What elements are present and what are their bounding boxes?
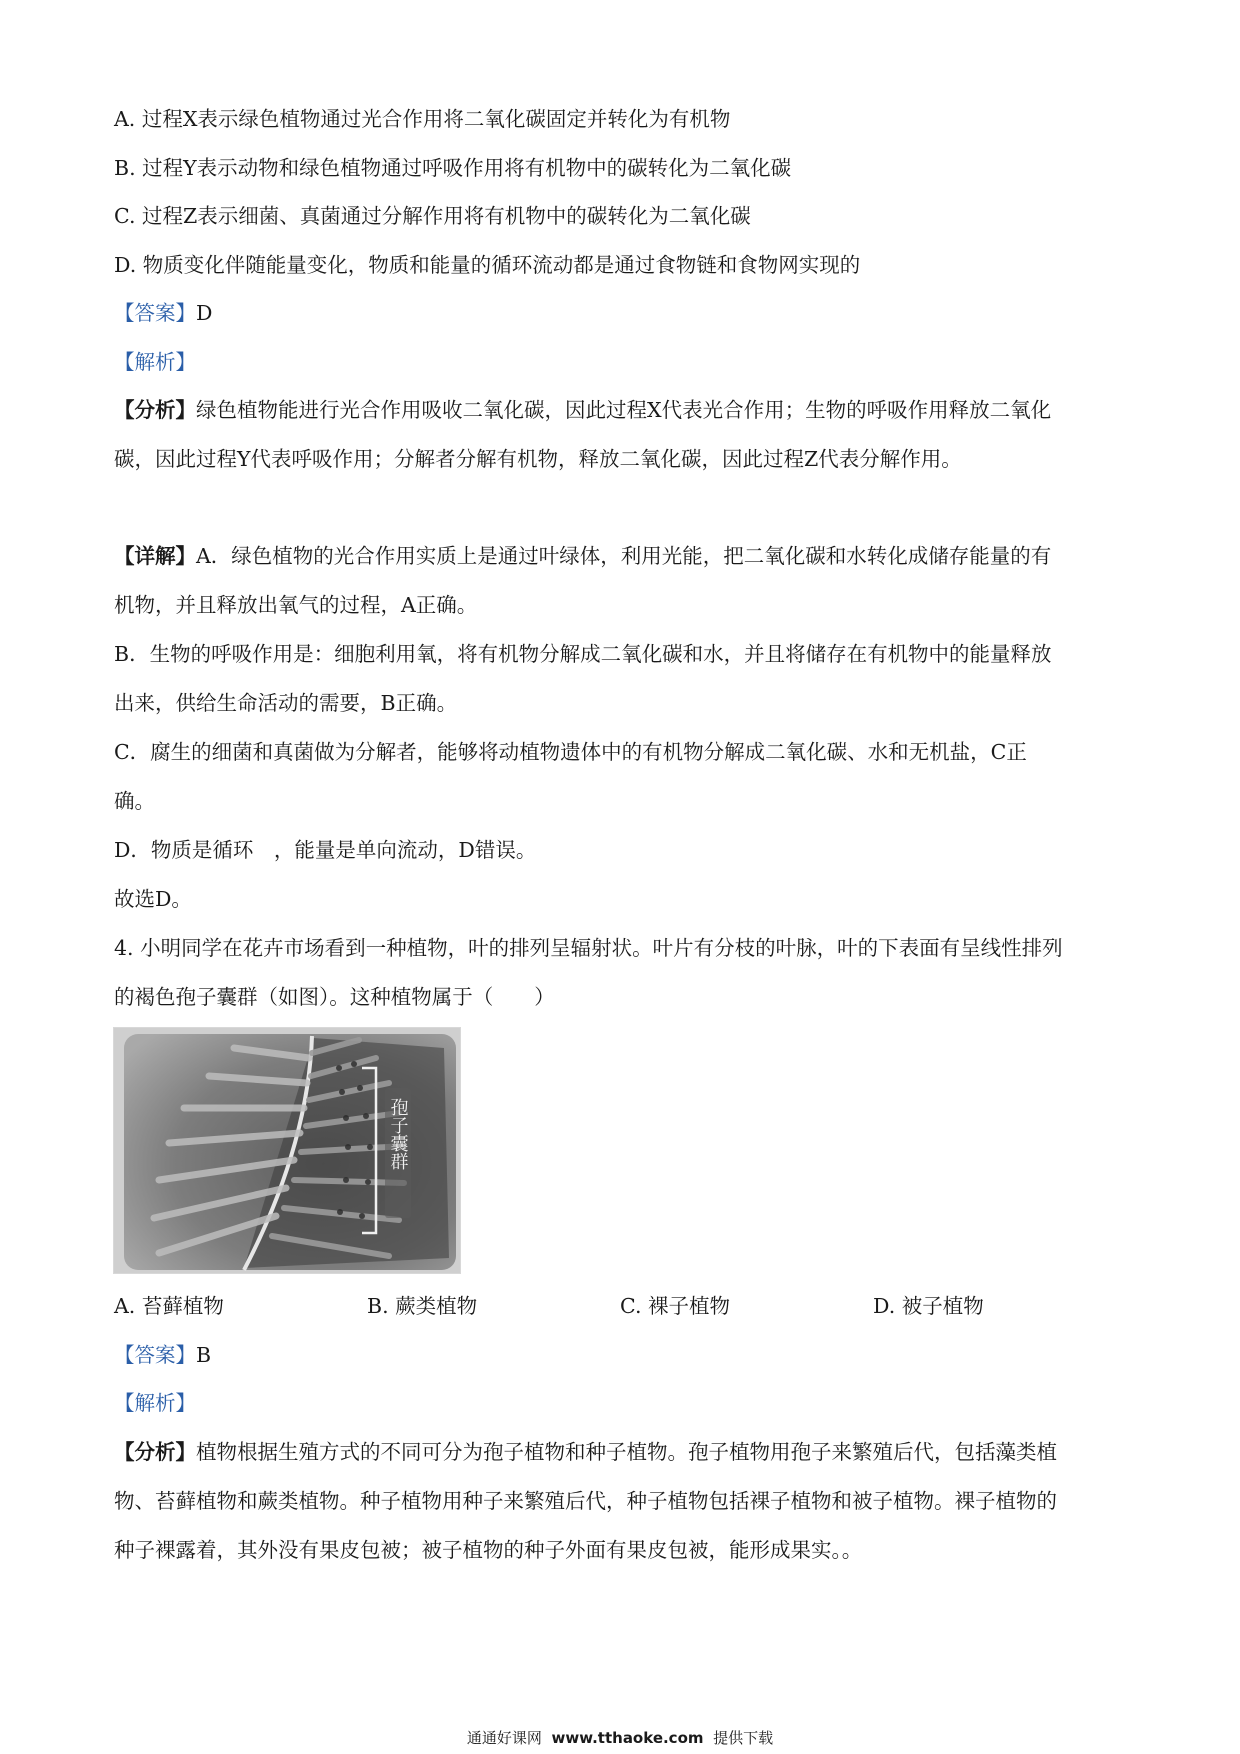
guxuan-line-1: 故选D。 [114, 887, 192, 911]
xiangjie-tag: 【详解】 [114, 544, 196, 568]
answer-value: D [196, 301, 213, 325]
answer-line-2 [114, 1340, 211, 1370]
fenxi-line-2a: 【分析】植物根据生殖方式的不同可分为孢子植物和种子植物。孢子植物用孢子来繁殖后代，包括藻类植 [114, 1440, 1057, 1464]
page-footer [0, 1728, 1240, 1748]
xiangjie-line-c: B．生物的呼吸作用是：细胞利用氧，将有机物分解成二氧化碳和水，并且将储存在有机物中的能量释放 [114, 642, 1052, 666]
analysis-tag-1: 【解析】 [114, 350, 196, 374]
analysis-tag-2: 【解析】 [114, 1391, 196, 1415]
choice-c: C. 裸子植物 [620, 1294, 730, 1318]
footer-prefix: 通通好课网 [466, 1729, 542, 1747]
fenxi-line-2b: 物、苔藓植物和蕨类植物。种子植物用种子来繁殖后代，种子植物包括裸子植物和被子植物。裸子植物的 [114, 1489, 1057, 1513]
sori-label: 孢子囊群 [387, 1098, 409, 1170]
fenxi-line-1a: 【分析】绿色植物能进行光合作用吸收二氧化碳，因此过程X代表光合作用；生物的呼吸作用释放二氧化 [114, 398, 1052, 422]
option-a-text: A. 过程X表示绿色植物通过光合作用将二氧化碳固定并转化为有机物 [114, 107, 731, 131]
fenxi-tag-2: 【分析】 [114, 1440, 196, 1464]
choice-b: B. 蕨类植物 [367, 1294, 478, 1318]
xiangjie-line-d: 出来，供给生命活动的需要，B正确。 [114, 691, 458, 715]
fenxi-line-2c: 种子裸露着，其外没有果皮包被；被子植物的种子外面有果皮包被，能形成果实。。 [114, 1538, 863, 1562]
choice-a: A. 苔藓植物 [114, 1294, 224, 1318]
xiangjie-line-f: 确。 [114, 789, 155, 813]
fenxi-tag: 【分析】 [114, 398, 196, 422]
answer-value-2: B [196, 1343, 212, 1367]
answer-tag: 【答案】 [114, 301, 196, 325]
option-d-text: D. 物质变化伴随能量变化，物质和能量的循环流动都是通过食物链和食物网实现的 [114, 253, 861, 277]
answer-tag-2: 【答案】 [114, 1343, 196, 1367]
xiangjie-line-g: D．物质是循环 ，能量是单向流动，D错误。 [114, 838, 537, 862]
option-c-text: C. 过程Z表示细菌、真菌通过分解作用将有机物中的碳转化为二氧化碳 [114, 204, 751, 228]
fenxi-line-1b: 碳，因此过程Y代表呼吸作用；分解者分解有机物，释放二氧化碳，因此过程Z代表分解作用。 [114, 447, 962, 471]
xiangjie-line-b: 机物，并且释放出氧气的过程，A正确。 [114, 593, 478, 617]
question-4-line-b: 的褐色孢子囊群（如图）。这种植物属于（ ） [114, 985, 555, 1009]
footer-site-link[interactable]: www.tthaoke.com [551, 1729, 704, 1747]
xiangjie-line-a: 【详解】A．绿色植物的光合作用实质上是通过叶绿体，利用光能，把二氧化碳和水转化成储存能量的有 [114, 544, 1052, 568]
footer-suffix: 提供下载 [713, 1729, 774, 1747]
choice-d: D. 被子植物 [873, 1294, 984, 1318]
question-4-line-a: 4. 小明同学在花卉市场看到一种植物，叶的排列呈辐射状。叶片有分枝的叶脉，叶的下表面有呈线性排列 [114, 936, 1063, 960]
answer-line-1 [114, 298, 212, 328]
option-b-text: B. 过程Y表示动物和绿色植物通过呼吸作用将有机物中的碳转化为二氧化碳 [114, 156, 792, 180]
xiangjie-line-e: C．腐生的细菌和真菌做为分解者，能够将动植物遗体中的有机物分解成二氧化碳、水和无机盐，C正 [114, 740, 1027, 764]
fern-leaf-photo [113, 1027, 461, 1274]
